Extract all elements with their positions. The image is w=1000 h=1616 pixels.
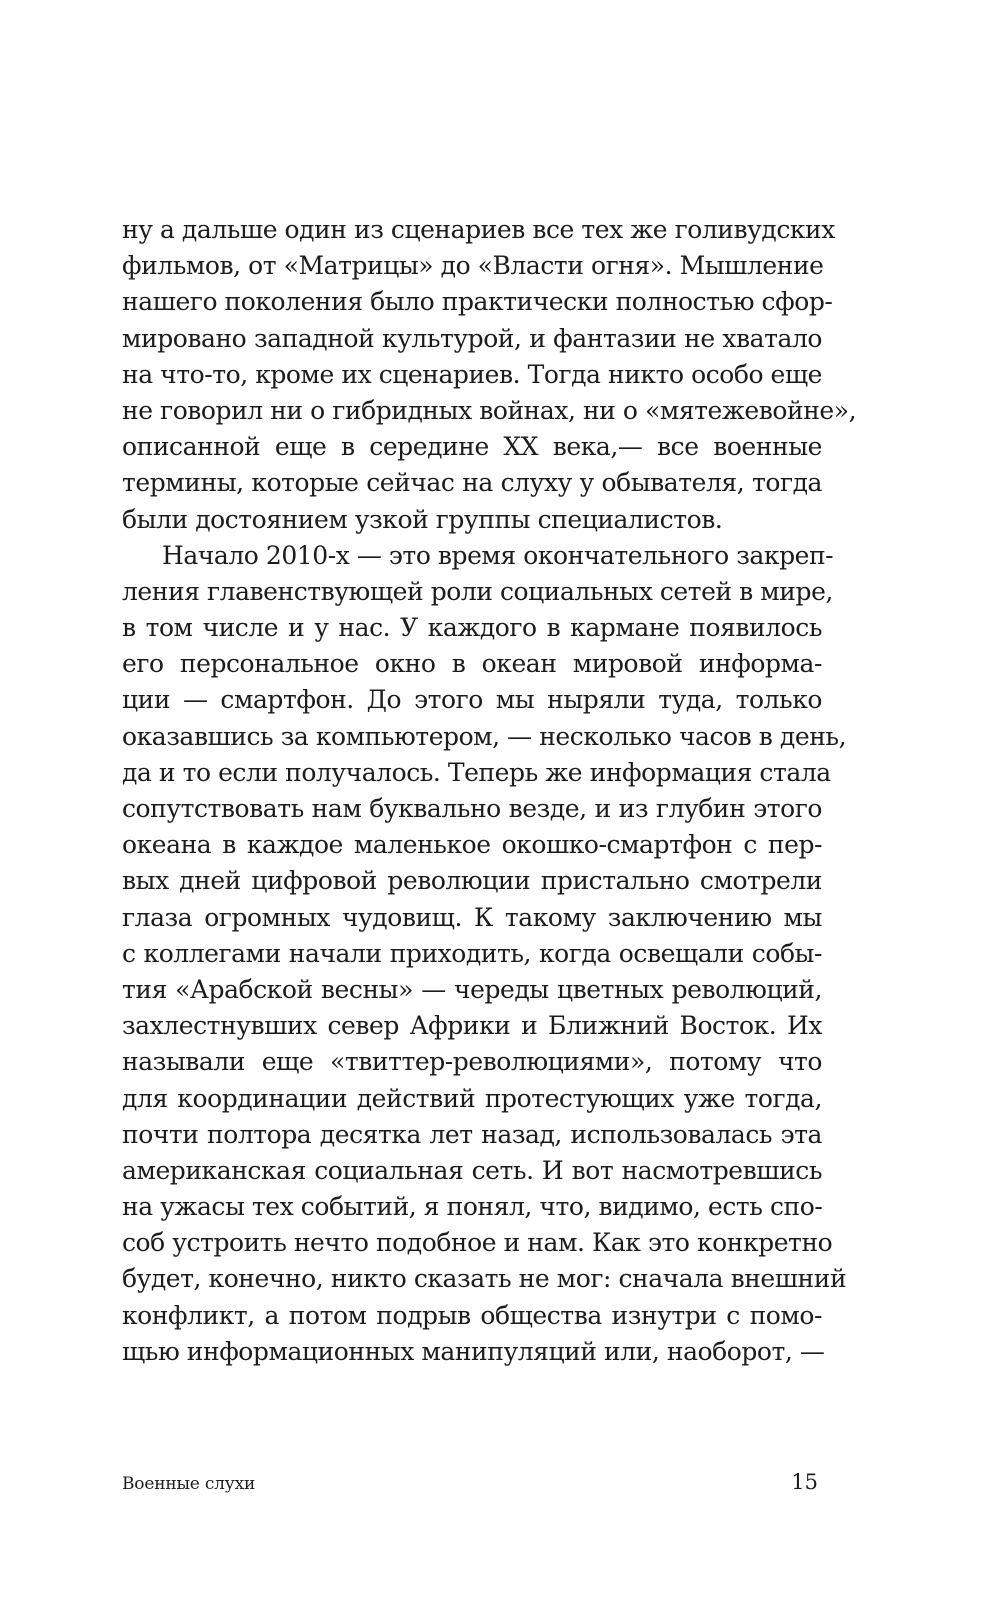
running-title: Военные слухи (122, 1474, 256, 1494)
text-line-11: ления главенствующей роли социальных сетей в мире, (122, 576, 833, 606)
text-line-6: не говорил ни о гибридных войнах, ни о «мятежевойне», (122, 395, 857, 425)
text-line-30: будет, конечно, никто сказать не мог: сначала внешний (122, 1264, 847, 1294)
text-line-15: оказавшись за компьютером, — несколько часов в день, (122, 721, 847, 751)
text-line-29: соб устроить нечто подобное и нам. Как это конкретно (122, 1228, 833, 1258)
text-line-9: были достоянием узкой группы специалистов. (122, 504, 723, 534)
text-line-27: американская социальная сеть. И вот насмотревшись (122, 1155, 822, 1185)
page-number: 15 (791, 1470, 818, 1494)
text-line-32: щью информационных манипуляций или, наоборот, — (122, 1336, 825, 1366)
text-line-2: фильмов, от «Матрицы» до «Власти огня». Мышление (122, 251, 824, 281)
text-line-26: почти полтора десятка лет назад, использовалась эта (122, 1119, 822, 1149)
text-line-31: конфликт, а потом подрыв общества изнутри с помо- (122, 1300, 822, 1330)
text-line-22: тия «Арабской весны» — череды цветных революций, (122, 974, 822, 1004)
text-line-19: вых дней цифровой революции пристально смотрели (122, 866, 822, 896)
text-line-5: на что-то, кроме их сценариев. Тогда никто особо еще (122, 359, 823, 389)
text-line-14: ции — смартфон. До этого мы ныряли туда, только (122, 685, 822, 715)
text-line-12: в том числе и у нас. У каждого в кармане появилось (122, 613, 822, 643)
text-line-25: для координации действий протестующих уже тогда, (122, 1083, 822, 1113)
text-line-13: его персональное окно в океан мировой информа- (122, 649, 822, 679)
text-line-7: описанной еще в середине XX века,— все военные (122, 432, 822, 462)
text-line-28: на ужасы тех событий, я понял, что, видимо, есть спо- (122, 1192, 823, 1222)
text-line-23: захлестнувших север Африки и Ближний Восток. Их (122, 1011, 822, 1041)
body-text (122, 212, 857, 1370)
text-line-4: мировано западной культурой, и фантазии не хватало (122, 323, 822, 353)
text-line-18: океана в каждое маленькое окошко-смартфон с пер- (122, 830, 822, 860)
text-line-10: Начало 2010-х — это время окончательного закреп- (162, 540, 834, 570)
text-line-8: термины, которые сейчас на слуху у обывателя, тогда (122, 468, 822, 498)
text-line-24: называли еще «твиттер-революциями», потому что (122, 1047, 822, 1077)
text-line-20: глаза огромных чудовищ. К такому заключению мы (122, 902, 822, 932)
text-line-1: ну а дальше один из сценариев все тех же голивудских (122, 215, 835, 244)
text-line-21: с коллегами начали приходить, когда освещали собы- (122, 938, 822, 968)
text-line-17: сопутствовать нам буквально везде, и из глубин этого (122, 794, 822, 823)
text-line-3: нашего поколения было практически полностью сфор- (122, 287, 833, 317)
text-line-16: да и то если получалось. Теперь же информация стала (122, 757, 831, 787)
